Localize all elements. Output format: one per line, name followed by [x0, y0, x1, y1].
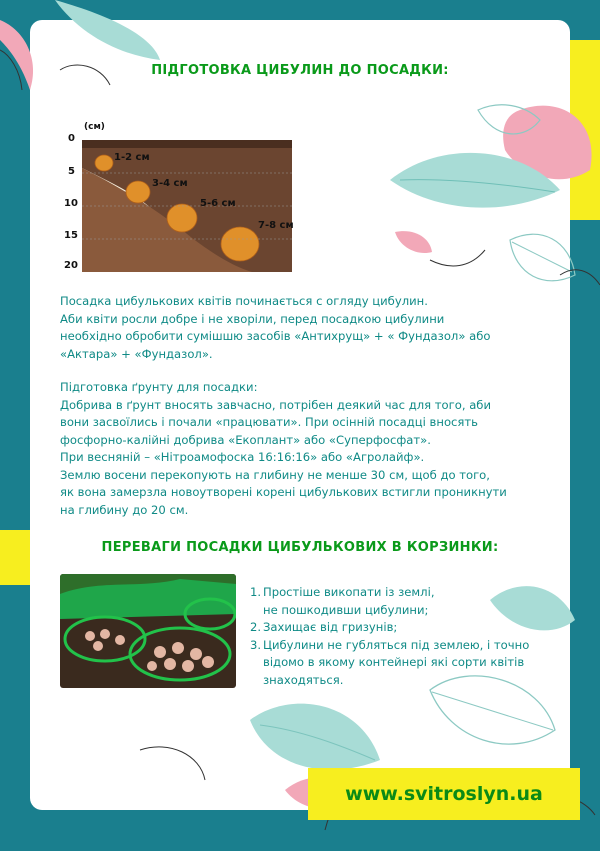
text-line: на глибину до 20 см.: [60, 502, 189, 517]
list-text: Захищає від гризунів;: [263, 620, 398, 634]
text-line: необхідно обробити сумішшю засобів «Антихрущ» + « Фундазол» або: [60, 329, 491, 343]
diagram-label: 3-4 см: [152, 178, 188, 189]
website-text: www.svitroslyn.ua: [345, 783, 543, 805]
advantages-list: [250, 584, 529, 689]
diagram-tick: 5: [68, 166, 75, 177]
text-line: як вона замерзла новоутворені корені цибулькових встигли проникнути: [60, 485, 507, 499]
text-line: Добрива в ґрунт вносять завчасно, потрібен деякий час для того, аби: [60, 397, 491, 412]
heading-bulb-preparation: ПІДГОТОВКА ЦИБУЛИН ДО ПОСАДКИ:: [151, 63, 449, 78]
list-text: відомо в якому контейнері які сорти квітів: [263, 655, 525, 669]
text-line: фосфорно-калійні добрива «Екоплант» або «Суперфосфат».: [60, 432, 431, 447]
list-text: Цибулини не губляться під землею, і точно: [263, 637, 530, 652]
text-line: Аби квіти росли добре і не хворіли, перед посадкою цибулини: [60, 311, 445, 326]
diagram-tick: 20: [64, 260, 78, 271]
list-number: 2.: [250, 620, 262, 634]
intro-paragraph: [60, 293, 490, 363]
list-number: 1.: [250, 585, 262, 599]
diagram-tick: 0: [68, 133, 75, 144]
baskets-photo: [60, 574, 236, 688]
heading-basket-advantages: ПЕРЕВАГИ ПОСАДКИ ЦИБУЛЬКОВИХ В КОРЗИНКИ:: [101, 540, 499, 555]
list-text: знаходяться.: [263, 672, 344, 687]
text-line: вони засвоїлись і почали «працювати». При осінній посадці вносять: [60, 415, 478, 429]
list-text: Простіше викопати із землі,: [263, 585, 435, 599]
planting-depth-diagram: [62, 118, 302, 276]
list-item: [250, 619, 529, 637]
soil-paragraph: [60, 379, 507, 519]
text-line: «Актара» + «Фундазол».: [60, 346, 213, 361]
text-line: Землю восени перекопують на глибину не менше 30 см, щоб до того,: [60, 467, 490, 482]
list-text: не пошкодивши цибулини;: [263, 602, 429, 617]
text-line: При весняній – «Нітроамофоска 16:16:16» або «Агролайф».: [60, 450, 425, 464]
diagram-label: 7-8 см: [258, 220, 294, 231]
diagram-label: 5-6 см: [200, 198, 236, 209]
list-item: [250, 637, 529, 690]
text-line: Підготовка ґрунту для посадки:: [60, 380, 258, 394]
diagram-tick: 10: [64, 198, 78, 209]
diagram-tick: 15: [64, 230, 78, 241]
list-item: [250, 584, 529, 619]
website-link[interactable]: [308, 768, 580, 820]
text-line: Посадка цибулькових квітів починається с огляду цибулин.: [60, 294, 428, 308]
diagram-label: 1-2 см: [114, 152, 150, 163]
list-number: 3.: [250, 637, 262, 652]
diagram-unit: (см): [84, 122, 105, 132]
